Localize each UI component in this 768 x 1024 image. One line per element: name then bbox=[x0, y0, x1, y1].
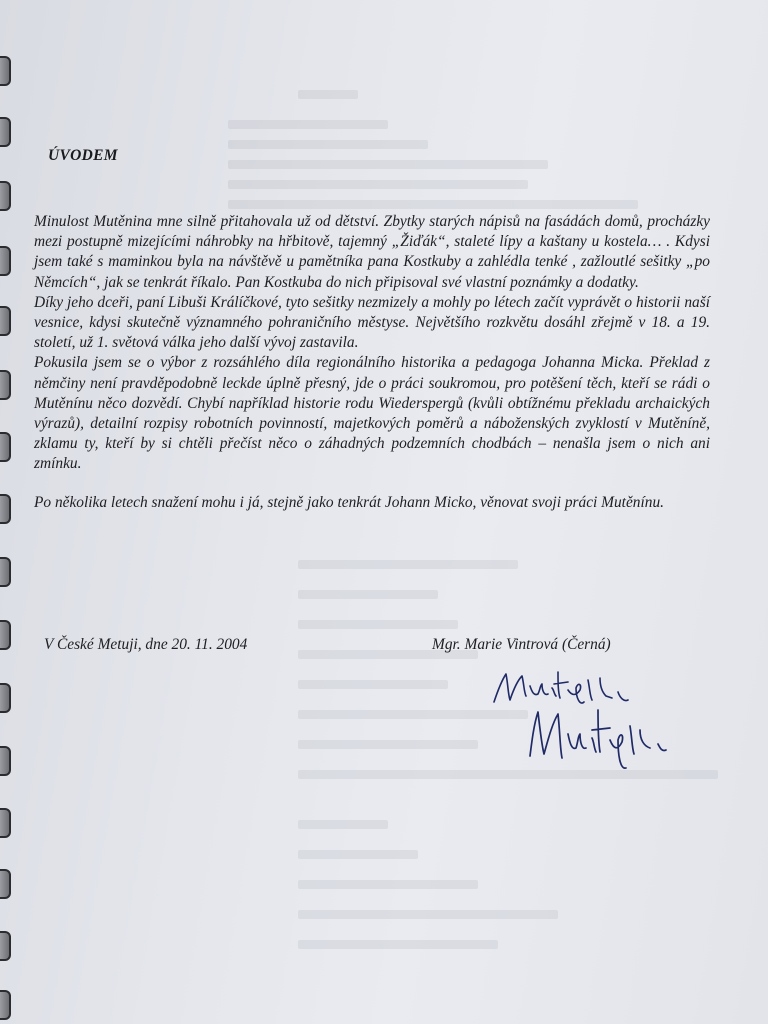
spiral-ring bbox=[0, 931, 11, 961]
spiral-ring bbox=[0, 246, 11, 276]
spiral-binding bbox=[0, 0, 14, 1024]
spiral-ring bbox=[0, 56, 11, 86]
spiral-ring bbox=[0, 746, 11, 776]
signature-lower bbox=[522, 700, 702, 780]
author-name: Mgr. Marie Vintrová (Černá) bbox=[432, 636, 611, 653]
spiral-ring bbox=[0, 306, 11, 336]
paragraph: Pokusila jsem se o výbor z rozsáhlého díla regionálního historika a pedagoga Johanna Micka. Překlad z němčiny není pravděpodobně leckde úplně přesný, jde o práci soukromou, pro potěšení těch, kteří se rádi o Mutěnínu něco dozvědí. Chybí například historie rodu Wiederspergů (kvůli obtížnému překladu archaických výrazů), detailní rozpisy robotních povinností, majetkových poměrů a náboženských zvyklostí v Mutěníně, zklamu ty, kteří by si chtěli přečíst něco o záhadných podzemních chodbách – nenašla jsem o nich ani zmínku. bbox=[34, 354, 710, 473]
spiral-ring bbox=[0, 990, 11, 1020]
spiral-ring bbox=[0, 117, 11, 147]
spiral-ring bbox=[0, 370, 11, 400]
paragraph: Díky jeho dceři, paní Libuši Králíčkové, tyto sešitky nezmizely a mohly po létech začít vyprávět o historii naší vesnice, kdysi skutečně významného pohraničního městyse. Největšího rozkvětu dosáhl zřejmě v 18. a 19. století, už 1. světová válka jeho další vývoj zastavila. bbox=[34, 293, 710, 352]
spiral-ring bbox=[0, 808, 11, 838]
signature-upper bbox=[488, 662, 668, 722]
spiral-ring bbox=[0, 494, 11, 524]
spiral-ring bbox=[0, 869, 11, 899]
spiral-ring bbox=[0, 683, 11, 713]
paragraph: Po několika letech snažení mohu i já, stejně jako tenkrát Johann Micko, věnovat svoji práci Mutěnínu. bbox=[34, 493, 664, 511]
spiral-ring bbox=[0, 181, 11, 211]
spiral-ring bbox=[0, 557, 11, 587]
page-title: ÚVODEM bbox=[48, 147, 118, 164]
place-and-date: V České Metuji, dne 20. 11. 2004 bbox=[44, 636, 248, 653]
introduction-body bbox=[34, 212, 710, 513]
spiral-ring bbox=[0, 432, 11, 462]
spiral-ring bbox=[0, 620, 11, 650]
paragraph: Minulost Mutěnina mne silně přitahovala už od dětství. Zbytky starých nápisů na fasádách domů, procházky mezi postupně mizejícími náhrobky na hřbitově, tajemný „Žiďák“, staleté lípy a kaštany u kostela… . Kdysi jsem také s maminkou byla na návštěvě u pamětníka pana Kostkuby a zahlédla tenké , zažloutlé sešitky „po Němcích“, jak se tenkrát říkalo. Pan Kostkuba do nich připisoval své vlastní poznámky a dodatky. bbox=[34, 213, 710, 291]
